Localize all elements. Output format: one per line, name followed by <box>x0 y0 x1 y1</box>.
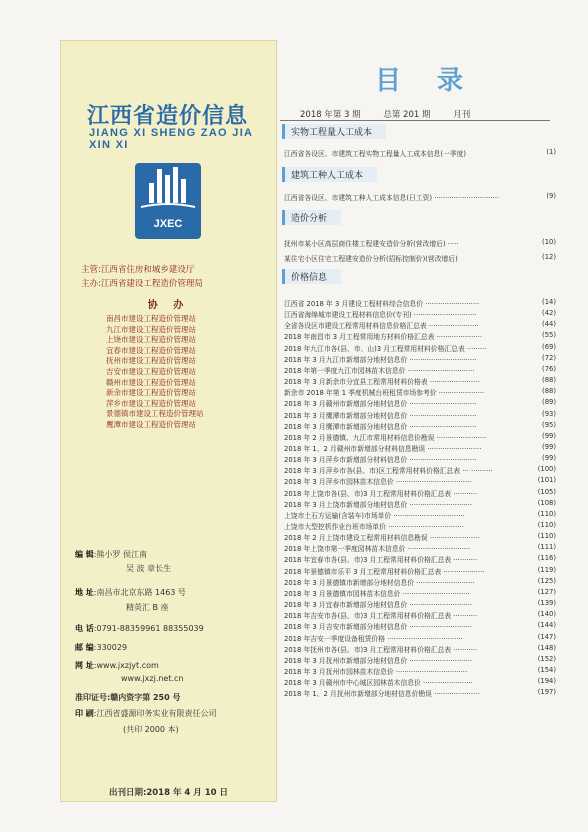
toc-entry-title: 2018 年南昌市 3 月工程常用地方材料价格汇总表 ····················· <box>284 333 482 342</box>
toc-entry-page: (194) <box>537 677 556 686</box>
toc-entry-page: (127) <box>537 587 556 596</box>
toc-entry-title: 上饶市土石方运输(含装车)市场单价 ································· <box>284 511 465 520</box>
toc-entry[interactable] <box>284 398 556 408</box>
toc-entry-title: 上饶市大型挖机作业台班市场单价 ··································· <box>284 523 464 531</box>
toc-entry-title: 2018 年 3 月抚州市园林苗木信息价 ································· <box>284 667 468 676</box>
toc-entry[interactable] <box>284 354 556 364</box>
toc-entry-title: 2018 年 3 月赣州市新增部分地材信息价 ······························· <box>284 400 477 409</box>
table-of-contents <box>280 40 560 800</box>
issue-line <box>300 108 490 120</box>
toc-section-heading: 建筑工种人工成本 <box>282 167 377 182</box>
toc-entry[interactable] <box>284 410 556 420</box>
toc-entry-page: (99) <box>542 442 556 451</box>
toc-entry[interactable] <box>284 621 556 631</box>
toc-entry[interactable] <box>284 554 556 564</box>
toc-entry-page: (101) <box>537 476 556 485</box>
toc-entry-title: 2018 年 3 月萍乡市各(县、市)区工程常用材料价格汇总表 ··· ·········· <box>284 467 493 476</box>
toc-entry-title: 2018 年 3 月萍乡市园林苗木信息价 ··································· <box>284 478 472 487</box>
toc-entry-page: (42) <box>542 309 556 318</box>
toc-entry-page: (116) <box>537 554 556 563</box>
co-organizer-item: 景德镇市建设工程造价管理站 <box>106 409 204 419</box>
toc-entry-page: (14) <box>542 298 556 306</box>
toc-entry-title: 2018 年 3 月新余市分宜县工程常用材料价格表 ······················· <box>284 378 480 387</box>
co-organizer-item: 宜春市建设工程造价管理站 <box>106 345 196 355</box>
toc-entry-page: (93) <box>542 409 556 418</box>
host-organization: 主办:江西省建设工程造价管理局 <box>81 279 203 289</box>
address-line-2: 精英汇 B 座 <box>126 603 169 612</box>
issue-number: 2018 年第 3 期 <box>300 110 361 120</box>
toc-entry[interactable] <box>284 309 556 319</box>
toc-entry-page: (99) <box>542 431 556 440</box>
toc-entry[interactable] <box>284 633 556 643</box>
editors: 编 辑:熊小罗 侯江南 <box>75 550 148 559</box>
toc-entry-title: 江西省海绵城市建设工程材料信息价(专刊) ····························· <box>284 311 477 320</box>
co-organizer-item: 九江市建设工程造价管理站 <box>106 324 196 334</box>
toc-entry-title: 江西省 2018 年 3 月建设工程材料综合信息价 ························· <box>284 300 480 308</box>
toc-entry-title: 2018 年 3 月九江市新增部分地材信息价 ······························· <box>284 355 477 364</box>
toc-entry[interactable] <box>284 148 556 158</box>
toc-entry-title: 抚州市某小区高层商住楼工程建安造价分析(营改增后) ····· <box>284 240 459 248</box>
toc-entry[interactable] <box>284 666 556 676</box>
co-organizer-item: 赣州市建设工程造价管理站 <box>106 377 196 387</box>
editors-line-2: 吴 波 章长生 <box>126 564 172 573</box>
toc-entry[interactable] <box>284 488 556 498</box>
toc-entry-title: 2018 年 2 月上饶市建设工程常用材料信息勘误 ······················· <box>284 534 480 543</box>
co-organizer-item: 新余市建设工程造价管理站 <box>106 388 196 398</box>
toc-entry[interactable] <box>284 421 556 431</box>
toc-entry[interactable] <box>284 443 556 453</box>
toc-entry[interactable] <box>284 688 556 698</box>
toc-entry-page: (119) <box>537 565 556 574</box>
toc-entry-page: (88) <box>542 376 556 385</box>
toc-entry[interactable] <box>284 331 556 341</box>
toc-section-heading: 实物工程量人工成本 <box>282 124 386 139</box>
toc-entry-title: 2018 年 3 月景德镇市园林苗木信息价 ······························· <box>284 589 470 598</box>
toc-entry-page: (72) <box>542 353 556 362</box>
toc-entry[interactable] <box>284 432 556 442</box>
toc-entry-page: (99) <box>542 454 556 463</box>
toc-entry-title: 江西省各设区、市建筑工种人工成本信息(日工资) ······························ <box>284 194 500 202</box>
toc-entry[interactable] <box>284 599 556 609</box>
toc-entry-title: 全省各设区市建设工程常用材料信息价格汇总表 ······················· <box>284 322 479 331</box>
co-organizer-item: 抚州市建设工程造价管理站 <box>106 356 196 366</box>
toc-entry-page: (95) <box>542 420 556 429</box>
toc-entry[interactable] <box>284 588 556 598</box>
toc-entry-page: (105) <box>537 487 556 496</box>
frequency: 月刊 <box>453 110 471 120</box>
co-organizers-list <box>106 314 204 431</box>
phone: 电 话:0791-88359961 88355039 <box>75 624 204 633</box>
toc-entry-title: 2018 年 1、2 月赣州市新增部分材料信息勘误 ························· <box>284 444 482 453</box>
toc-entry-page: (154) <box>537 665 556 674</box>
toc-entry[interactable] <box>284 376 556 386</box>
toc-entry[interactable] <box>284 387 556 397</box>
jxec-logo-icon <box>131 161 205 241</box>
postcode: 邮 编:330029 <box>75 643 128 652</box>
toc-entry-page: (10) <box>542 238 556 246</box>
toc-entry-title: 2018 年 3 月鹰潭市新增部分地材信息价 ······························· <box>284 422 477 431</box>
logo-text: JXEC <box>153 218 183 230</box>
toc-entry-page: (89) <box>542 398 556 407</box>
toc-entry-title: 新余市 2018 年第 1 季度机械台班租赁市场参考价 ····················· <box>284 389 485 398</box>
toc-entry[interactable] <box>284 577 556 587</box>
print-run: (共印 2000 本) <box>123 725 179 734</box>
toc-entry[interactable] <box>284 510 556 520</box>
website-line-2: www.jxzj.net.cn <box>121 674 184 683</box>
toc-entry[interactable] <box>284 566 556 576</box>
toc-entry-title: 2018 年 3 月抚州市新增部分地材信息价 ····························· <box>284 656 473 665</box>
toc-entry-title: 2018 年吉安市各(县、市)3 月工程常用材料价格汇总表 ··········· <box>284 612 478 621</box>
toc-entry[interactable] <box>284 365 556 375</box>
toc-entry-title: 2018 年 3 月吉安市新增部分地材信息价 ····························· <box>284 623 473 632</box>
toc-entry-page: (55) <box>542 331 556 340</box>
co-organizer-item: 南昌市建设工程造价管理站 <box>106 314 196 323</box>
toc-entry-title: 江西省各设区、市建筑工程实物工程量人工成本信息(一季度) <box>284 150 467 158</box>
print-permit: 准印证号:赣内资字第 250 号 <box>75 693 181 702</box>
toc-entry-page: (88) <box>542 387 556 396</box>
toc-entry[interactable] <box>284 253 556 263</box>
cover-info-panel <box>60 40 277 802</box>
toc-entry[interactable] <box>284 465 556 475</box>
toc-entry-page: (152) <box>537 654 556 663</box>
toc-entry[interactable] <box>284 476 556 486</box>
toc-entry[interactable] <box>284 532 556 542</box>
toc-entry-page: (100) <box>537 465 556 474</box>
toc-entry-page: (110) <box>537 532 556 541</box>
co-organizers-title: 协 办 <box>147 300 190 311</box>
toc-section-heading: 价格信息 <box>282 269 341 284</box>
toc-entry-page: (139) <box>537 599 556 608</box>
toc-entry-title: 2018 年上饶市第一季度园林苗木信息价 ····························· <box>284 545 471 554</box>
toc-entry-page: (9) <box>546 192 556 200</box>
toc-entry-title: 2018 年 3 月景德镇市新增部分地材信息价 ··························· <box>284 578 475 587</box>
toc-entry[interactable] <box>284 192 556 202</box>
divider <box>280 120 550 121</box>
toc-entry-page: (144) <box>537 621 556 630</box>
toc-entry-title: 2018 年 3 月萍乡市新增部分材料信息价 ······························· <box>284 456 477 465</box>
co-organizer-item: 鹰潭市建设工程造价管理站 <box>106 419 196 429</box>
toc-entry[interactable] <box>284 677 556 687</box>
toc-entry-title: 2018 年 3 月鹰潭市新增部分地材信息价 ······························· <box>284 411 477 420</box>
toc-entry[interactable] <box>284 320 556 330</box>
toc-entry[interactable] <box>284 298 556 308</box>
toc-entry-title: 2018 年 2 月景德镇、九江市常用材料信息价勘误 ······················· <box>284 433 487 442</box>
toc-entry-page: (76) <box>542 364 556 373</box>
co-organizer-item: 吉安市建设工程造价管理站 <box>106 366 196 376</box>
toc-entry-page: (197) <box>537 688 556 697</box>
toc-entry-page: (110) <box>537 509 556 518</box>
toc-entry-title: 2018 年九江市各(县、市、山)3 月工程常用材料价格汇总表 ········· <box>284 344 487 353</box>
co-organizer-item: 萍乡市建设工程造价管理站 <box>106 398 196 408</box>
toc-entry-page: (148) <box>537 643 556 652</box>
toc-section-heading: 造价分析 <box>282 210 341 225</box>
magazine-title: 江西省造价信息 <box>87 103 249 129</box>
toc-entry[interactable] <box>284 655 556 665</box>
printer: 印 刷:江西省盛源印务实业有限责任公司 <box>75 709 217 718</box>
magazine-pinyin: JIANG XI SHENG ZAO JIA XIN XI <box>89 127 253 151</box>
toc-entry-page: (108) <box>537 498 556 507</box>
toc-entry-title: 某住宅小区住宅工程建安造价分析(招标控制价)(营改增后) <box>284 255 458 263</box>
co-organizer-item: 上饶市建设工程造价管理站 <box>106 335 196 345</box>
toc-entry-title: 2018 年景德镇市乐平 3 月工程常用材料价格汇总表 ··················· <box>284 567 485 576</box>
toc-entry-title: 2018 年抚州市各(县、市)3 月工程常用材料价格汇总表 ··········· <box>284 645 478 654</box>
toc-entry-page: (147) <box>537 632 556 641</box>
toc-entry[interactable] <box>284 454 556 464</box>
toc-entry[interactable] <box>284 343 556 353</box>
publication-date: 出刊日期:2018 年 4 月 10 日 <box>108 788 229 798</box>
toc-entry[interactable] <box>284 499 556 509</box>
toc-entry-title: 2018 年 3 月赣州市中心城区园林苗木信息价 ······················· <box>284 679 473 688</box>
supervisor: 主管:江西省住房和城乡建设厅 <box>81 265 195 275</box>
toc-entry[interactable] <box>284 238 556 248</box>
toc-entry-page: (110) <box>537 521 556 529</box>
toc-entry-title: 2018 年第一季度九江市园林苗木信息价 ······························· <box>284 366 475 375</box>
toc-entry-title: 2018 年上饶市各(县、市)3 月工程常用材料价格汇总表 ··········· <box>284 489 478 498</box>
toc-entry-page: (140) <box>537 610 556 619</box>
toc-entry[interactable] <box>284 521 556 531</box>
toc-entry-title: 2018 年 1、2 月抚州市新增部分地材信息价勘误 ····················· <box>284 690 480 699</box>
website: 网 址:www.jxzjyt.com <box>75 661 159 670</box>
toc-entry-page: (111) <box>537 543 556 552</box>
total-issue: 总第 201 期 <box>383 110 431 120</box>
toc-entry-page: (125) <box>537 576 556 585</box>
toc-entry-title: 2018 年吉安一季度设备租赁价格 ··································· <box>284 634 463 643</box>
toc-entry-page: (69) <box>542 342 556 351</box>
toc-entry[interactable] <box>284 610 556 620</box>
toc-entry-title: 2018 年宜春市各(县、市)3 月工程常用材料价格汇总表 ··········· <box>284 556 478 565</box>
toc-entry-title: 2018 年 3 月宜春市新增部分地材信息价 ····························· <box>284 601 473 610</box>
toc-entry-page: (44) <box>542 320 556 329</box>
toc-entry-page: (12) <box>542 253 556 261</box>
address: 地 址:南昌市北京东路 1463 号 <box>75 588 186 597</box>
toc-entry[interactable] <box>284 543 556 553</box>
toc-entry-page: (1) <box>546 148 556 156</box>
toc-entry-title: 2018 年 3 月上饶市新增部分地材信息价 ····························· <box>284 500 473 509</box>
toc-entry[interactable] <box>284 644 556 654</box>
toc-title: 目录 <box>375 66 500 96</box>
